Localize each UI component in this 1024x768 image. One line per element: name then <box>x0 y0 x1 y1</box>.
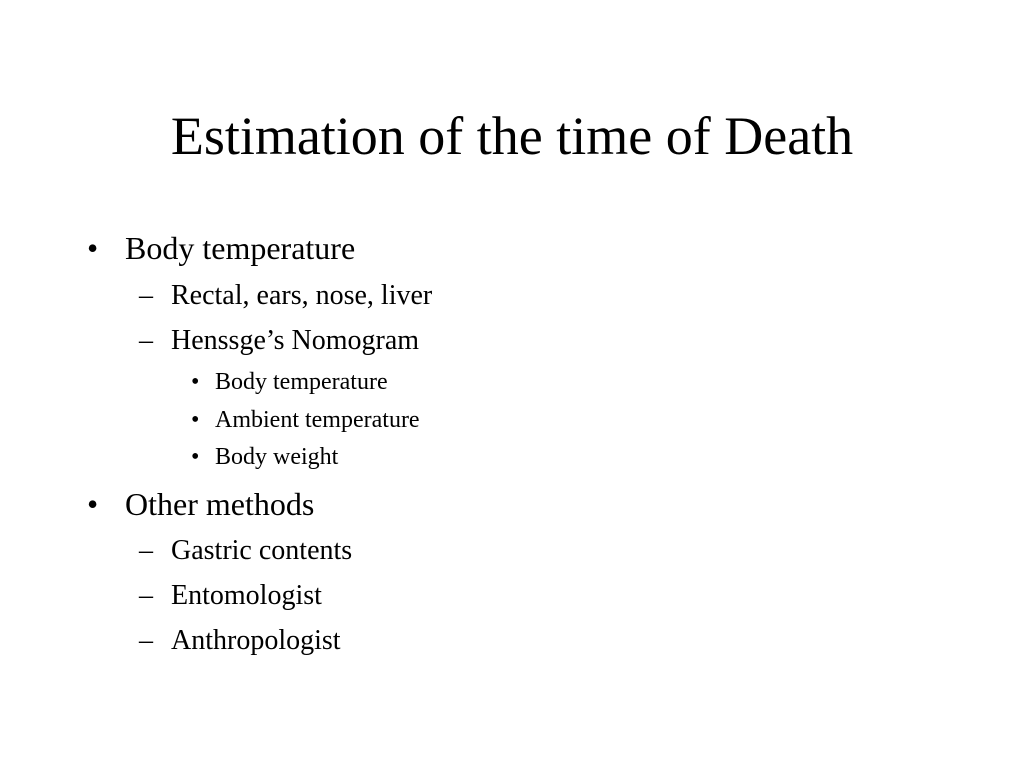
bullet-marker: • <box>87 486 99 522</box>
dash-marker: – <box>139 625 153 656</box>
sub-bullet-text: Rectal, ears, nose, liver <box>171 280 433 311</box>
sub-sub-bullet-text: Ambient temperature <box>215 407 420 433</box>
sub-bullet-text: Henssge’s Nomogram <box>171 325 420 356</box>
bullet-marker: • <box>191 407 200 433</box>
bullet-marker: • <box>191 444 200 470</box>
bullet-marker: • <box>87 230 99 266</box>
bullet-text: Body temperature <box>125 230 356 266</box>
dash-marker: – <box>139 535 153 566</box>
bullet-marker: • <box>191 369 200 395</box>
sub-sub-bullet-text: Body weight <box>215 444 339 470</box>
slide-title: Estimation of the time of Death <box>170 106 854 166</box>
sub-bullet-text: Anthropologist <box>171 625 341 656</box>
dash-marker: – <box>139 580 153 611</box>
sub-bullet-text: Gastric contents <box>171 535 353 566</box>
bullet-text: Other methods <box>125 486 315 522</box>
sub-sub-bullet-text: Body temperature <box>215 369 388 395</box>
sub-bullet-text: Entomologist <box>171 580 322 611</box>
dash-marker: – <box>139 325 153 356</box>
dash-marker: – <box>139 280 153 311</box>
